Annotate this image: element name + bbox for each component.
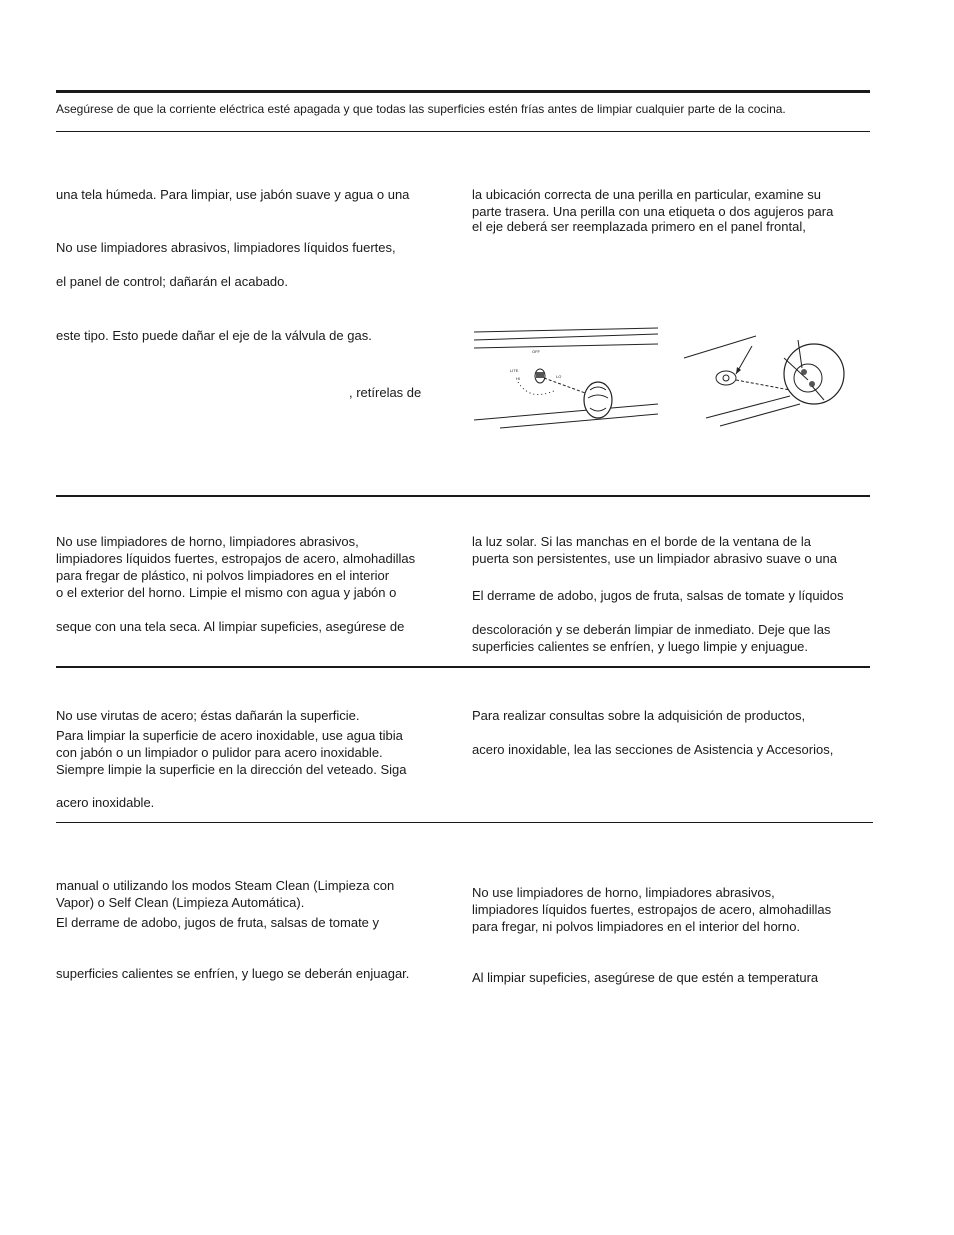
section-divider: [56, 822, 873, 823]
shaft-hole: [723, 375, 729, 381]
dial-label-off: OFF: [532, 349, 540, 354]
exterior-right-line-4: descoloración y se deberán limpiar de inmediato. Deje que las: [472, 622, 831, 637]
stainless-left-line-2: Para limpiar la superficie de acero inoxidable, use agua tibia: [56, 728, 403, 743]
interior-left-line-4: superficies calientes se enfríen, y luego se deberán enjuagar.: [56, 966, 410, 981]
exterior-right-line-1: la luz solar. Si las manchas en el borde de la ventana de la: [472, 534, 811, 549]
exterior-left-line-3: para fregar de plástico, ni polvos limpiadores en el interior: [56, 568, 390, 583]
safety-warning: Asegúrese de que la corriente eléctrica esté apagada y que todas las superficies estén frías antes de limpiar cualquier parte de la cocina.: [56, 102, 786, 116]
dial-label-lite: LITE: [510, 368, 519, 373]
valve-shaft-stem: [536, 372, 544, 378]
knob-rear-inner: [794, 364, 822, 392]
controls-right-line-3: el eje deberá ser reemplazada primero en el panel frontal,: [472, 219, 806, 234]
guide-dash: [544, 378, 588, 394]
interior-left-line-2: Vapor) o Self Clean (Limpieza Automática).: [56, 895, 305, 910]
interior-right-line-4: Al limpiar supeficies, asegúrese de que estén a temperatura: [472, 970, 819, 985]
controls-right-line-2: parte trasera. Una perilla con una etiqueta o dos agujeros para: [472, 204, 834, 219]
panel-edge-line: [474, 334, 658, 340]
panel-edge-line: [474, 404, 658, 420]
stainless-left-line-1: No use virutas de acero; éstas dañarán la superficie.: [56, 708, 360, 723]
guide-dash: [736, 380, 790, 390]
exterior-right-line-2: puerta son persistentes, use un limpiador abrasivo suave o una: [472, 551, 837, 566]
stainless-left-line-4: Siempre limpie la superficie en la dirección del veteado. Siga: [56, 762, 407, 777]
panel-edge-line: [720, 404, 800, 426]
stainless-right-line-1: Para realizar consultas sobre la adquisición de productos,: [472, 708, 806, 723]
stainless-left-line-5: acero inoxidable.: [56, 795, 155, 810]
exterior-left-line-5: seque con una tela seca. Al limpiar supeficies, asegúrese de: [56, 619, 405, 634]
panel-edge-line: [706, 396, 790, 418]
section-divider: [56, 666, 870, 668]
knob-rear-illustration: [680, 330, 850, 430]
dial-tick-arc: [518, 382, 556, 395]
arrow-head: [736, 367, 741, 374]
panel-edge-line: [474, 328, 658, 332]
exterior-right-line-5: superficies calientes se enfríen, y luego limpie y enjuague.: [472, 639, 809, 654]
header-divider: [56, 131, 870, 132]
exterior-left-line-2: limpiadores líquidos fuertes, estropajos de acero, almohadillas: [56, 551, 416, 566]
controls-left-line-3: el panel de control; dañarán el acabado.: [56, 274, 289, 289]
exterior-left-line-1: No use limpiadores de horno, limpiadores abrasivos,: [56, 534, 359, 549]
interior-right-line-3: para fregar, ni polvos limpiadores en el interior del horno.: [472, 919, 801, 934]
interior-right-line-2: limpiadores líquidos fuertes, estropajos de acero, almohadillas: [472, 902, 832, 917]
controls-left-line-5: , retírelas de: [349, 385, 422, 400]
dial-label-lo: LO: [556, 374, 562, 379]
interior-left-line-3: El derrame de adobo, jugos de fruta, salsas de tomate y: [56, 915, 380, 930]
stainless-left-line-3: con jabón o un limpiador o pulidor para acero inoxidable.: [56, 745, 383, 760]
exterior-right-line-3: El derrame de adobo, jugos de fruta, salsas de tomate y líquidos: [472, 588, 844, 603]
exterior-left-line-4: o el exterior del horno. Limpie el mismo con agua y jabón o: [56, 585, 397, 600]
controls-left-line-4: este tipo. Esto puede dañar el eje de la válvula de gas.: [56, 328, 372, 343]
panel-edge-line: [474, 344, 658, 348]
controls-right-line-1: la ubicación correcta de una perilla en particular, examine su: [472, 187, 822, 202]
controls-left-line-1: una tela húmeda. Para limpiar, use jabón suave y agua o una: [56, 187, 410, 202]
dial-label-hi: HI: [516, 376, 520, 381]
interior-left-line-1: manual o utilizando los modos Steam Clean (Limpieza con: [56, 878, 395, 893]
section-divider: [56, 495, 870, 497]
knob-panel-illustration: [470, 320, 670, 430]
stainless-right-line-2: acero inoxidable, lea las secciones de Asistencia y Accesorios,: [472, 742, 834, 757]
controls-left-line-2: No use limpiadores abrasivos, limpiadores líquidos fuertes,: [56, 240, 396, 255]
panel-edge-line: [684, 336, 756, 358]
interior-right-line-1: No use limpiadores de horno, limpiadores abrasivos,: [472, 885, 775, 900]
top-rule: [56, 90, 870, 93]
